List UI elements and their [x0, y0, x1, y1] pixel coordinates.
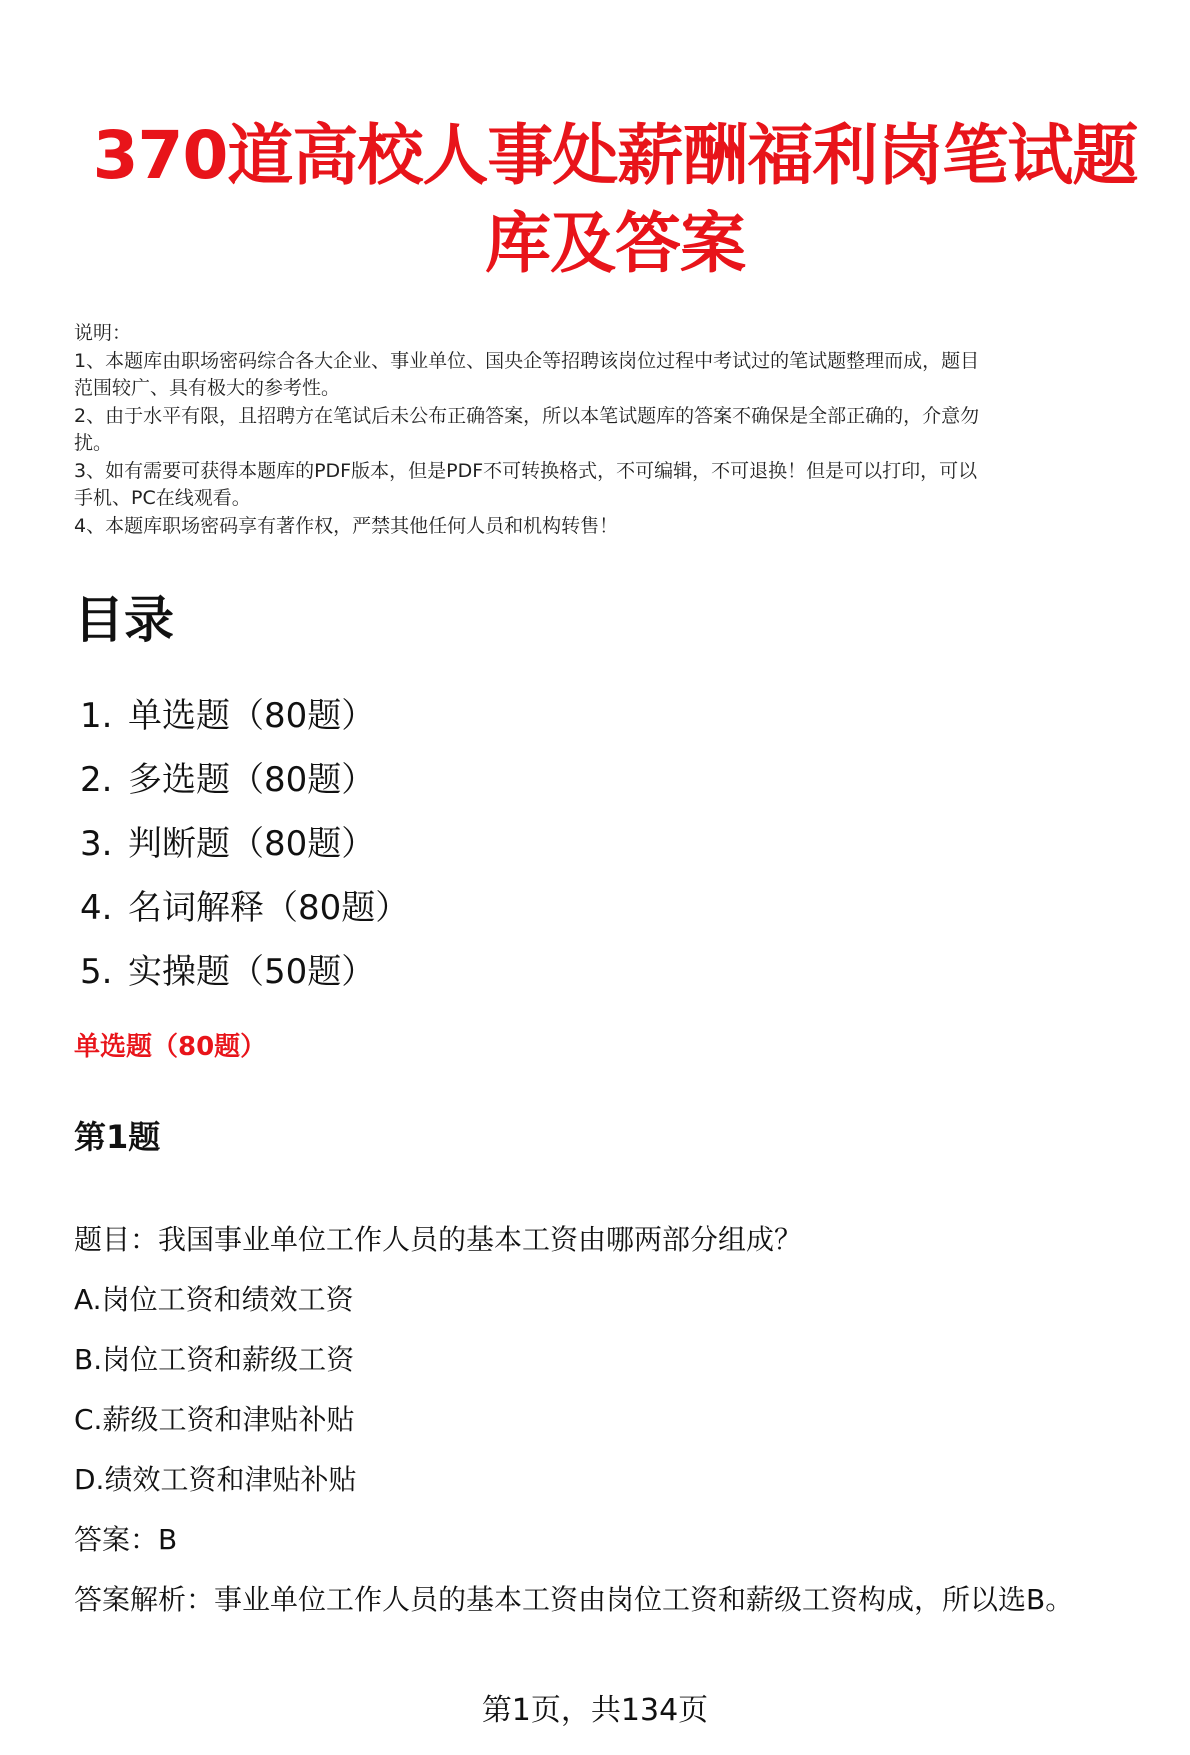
question-number: 第1题 — [74, 1118, 161, 1156]
notes-line: 4、本题库职场密码享有著作权，严禁其他任何人员和机构转售！ — [74, 514, 619, 537]
toc-item-label: 单选题（80题） — [128, 696, 376, 736]
notes-line: 3、如有需要可获得本题库的PDF版本，但是PDF不可转换格式，不可编辑，不可退换！但是可以打印，可以 — [74, 459, 978, 482]
toc-item-number: 1. — [80, 696, 113, 736]
toc-item-practical[interactable] — [80, 940, 409, 1004]
instructions-notes — [74, 320, 1154, 540]
toc-item-number: 2. — [80, 760, 113, 800]
toc-item-number: 4. — [80, 888, 113, 928]
notes-line: 范围较广、具有极大的参考性。 — [74, 377, 341, 399]
option-c: C.薪级工资和津贴补贴 — [74, 1403, 355, 1436]
toc-item-number: 3. — [80, 824, 113, 864]
answer: 答案：B — [74, 1523, 178, 1556]
question-block — [74, 1210, 1154, 1630]
document-title-line-2: 库及答案 — [485, 205, 745, 282]
toc-item-label: 判断题（80题） — [128, 824, 376, 864]
toc-item-label: 多选题（80题） — [128, 760, 376, 800]
toc-item-multiple-choice[interactable] — [80, 748, 409, 812]
option-a: A.岗位工资和绩效工资 — [74, 1283, 354, 1316]
toc-item-true-false[interactable] — [80, 812, 409, 876]
answer-explanation: 答案解析：事业单位工作人员的基本工资由岗位工资和薪级工资构成，所以选B。 — [74, 1583, 1074, 1616]
notes-line: 扰。 — [74, 432, 113, 454]
notes-line: 1、本题库由职场密码综合各大企业、事业单位、国央企等招聘该岗位过程中考试过的笔试题整理而成，题目 — [74, 349, 980, 372]
question-stem: 题目：我国事业单位工作人员的基本工资由哪两部分组成？ — [74, 1223, 803, 1256]
option-d: D.绩效工资和津贴补贴 — [74, 1463, 357, 1496]
option-b: B.岗位工资和薪级工资 — [74, 1343, 355, 1376]
notes-heading: 说明： — [74, 322, 132, 344]
toc-item-label: 实操题（50题） — [128, 952, 376, 992]
table-of-contents — [80, 684, 409, 1004]
toc-item-term-definitions[interactable] — [80, 876, 409, 940]
notes-line: 手机、PC在线观看。 — [74, 487, 251, 509]
toc-heading: 目录 — [74, 591, 174, 649]
document-title-line-1: 370道高校人事处薪酬福利岗笔试题 — [92, 117, 1138, 194]
toc-item-label: 名词解释（80题） — [128, 888, 410, 928]
document-title — [70, 112, 1160, 288]
toc-item-single-choice[interactable] — [80, 684, 409, 748]
section-heading: 单选题（80题） — [74, 1032, 267, 1062]
notes-line: 2、由于水平有限，且招聘方在笔试后未公布正确答案，所以本笔试题库的答案不确保是全部正确的，介意勿 — [74, 404, 980, 427]
toc-item-number: 5. — [80, 952, 113, 992]
page-number: 第1页，共134页 — [481, 1693, 709, 1728]
